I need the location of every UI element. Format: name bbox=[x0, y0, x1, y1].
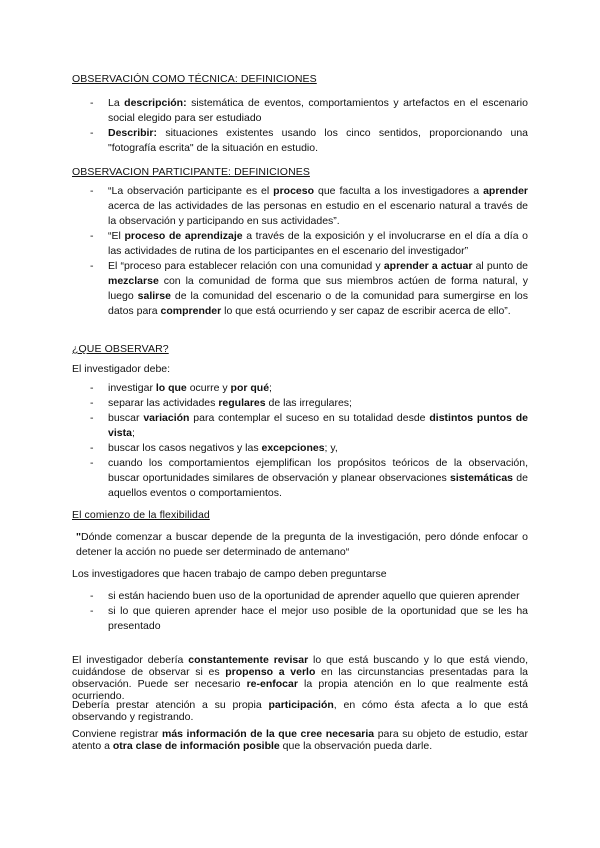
list-item: - Describir: situaciones existentes usando los cinco sentidos, proporcionando una "fotografía escrita" de la situación en estudio. bbox=[72, 126, 528, 156]
participant-definitions-list bbox=[72, 184, 528, 319]
list-item: - La descripción: sistemática de eventos, comportamientos y artefactos en el escenario social elegido para ser estudiado bbox=[72, 96, 528, 126]
flexibility-quote: "Dónde comenzar a buscar depende de la pregunta de la investigación, pero dónde enfocar o detener la acción no puede ser determinado de antemano“ bbox=[76, 531, 528, 558]
list-item: - buscar variación para contemplar el suceso en su totalidad desde distintos puntos de vista; bbox=[72, 411, 528, 441]
observer-intro: El investigador debe: bbox=[72, 363, 171, 375]
list-item: - si están haciendo buen uso de la oportunidad de aprender aquello que quieren aprender bbox=[72, 589, 528, 604]
list-item: - separar las actividades regulares de las irregulares; bbox=[72, 396, 528, 411]
paragraph-revisar: El investigador debería constantemente revisar lo que está buscando y lo que está viendo, cuidándose de observar si es propenso a verlo en las circunstancias presentadas para la observación. Puede ser necesario re-enfocar la propia atención en lo que realmente está ocurriendo. bbox=[72, 654, 528, 702]
section-title-que-observar: ¿QUE OBSERVAR? bbox=[72, 343, 169, 355]
definitions-list bbox=[72, 96, 528, 156]
fieldwork-questions-list bbox=[72, 589, 528, 634]
list-item: - buscar los casos negativos y las excepciones; y, bbox=[72, 441, 528, 456]
list-item: - investigar lo que ocurre y por qué; bbox=[72, 381, 528, 396]
list-item: - “El proceso de aprendizaje a través de la exposición y el involucrarse en el día a día o las actividades de rutina de los participantes en el escenario del investigador” bbox=[72, 229, 528, 259]
list-item: - El “proceso para establecer relación con una comunidad y aprender a actuar al punto de mezclarse con la comunidad de forma que sus miembros actúen de forma natural, y luego salirse de la comunidad del escenario o de la comunidad para sumergirse en los datos para comprender lo que está ocurriendo y ser capaz de escribir acerca de ello”. bbox=[72, 259, 528, 319]
section-title-observacion-participante: OBSERVACION PARTICIPANTE: DEFINICIONES bbox=[72, 166, 310, 178]
paragraph-participacion: Debería prestar atención a su propia participación, en cómo ésta afecta a lo que está observando y registrando. bbox=[72, 699, 529, 723]
list-item: - “La observación participante es el proceso que faculta a los investigadores a aprender acerca de las actividades de las personas en estudio en el escenario natural a través de la observación y participando en sus actividades”. bbox=[72, 184, 528, 229]
list-item: - si lo que quieren aprender hace el mejor uso posible de la oportunidad que se les ha presentado bbox=[72, 604, 528, 634]
fieldwork-intro: Los investigadores que hacen trabajo de campo deben preguntarse bbox=[72, 568, 387, 580]
section-title-flexibilidad: El comienzo de la flexibilidad bbox=[72, 509, 210, 521]
list-item: - cuando los comportamientos ejemplifican los propósitos teóricos de la observación, buscar oportunidades similares de observación y planear observaciones sistemáticas de aquellos eventos o comportamientos. bbox=[72, 456, 528, 501]
observer-duties-list bbox=[72, 381, 528, 501]
section-title-observacion-tecnica: OBSERVACIÓN COMO TÉCNICA: DEFINICIONES bbox=[72, 73, 317, 85]
paragraph-registrar: Conviene registrar más información de la que cree necesaria para su objeto de estudio, estar atento a otra clase de información posible que la observación pueda darle. bbox=[72, 728, 528, 752]
